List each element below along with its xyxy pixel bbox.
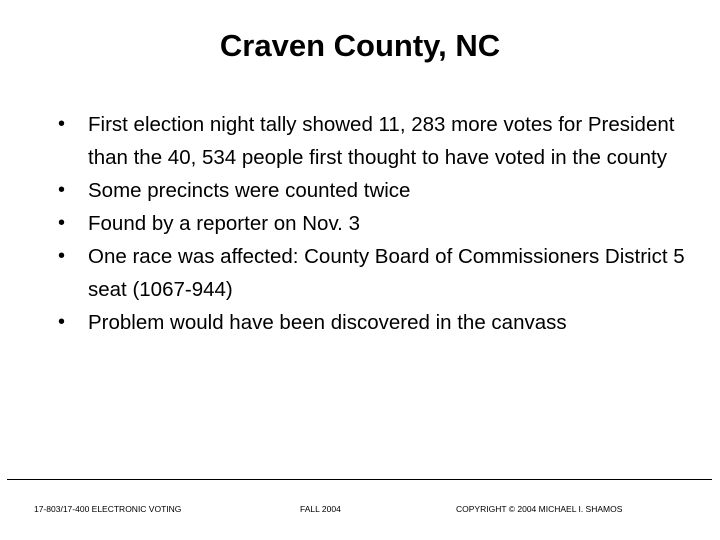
bullet-dot-icon: •: [58, 179, 66, 201]
footer-copyright: COPYRIGHT © 2004 MICHAEL I. SHAMOS: [456, 504, 623, 514]
bullet-item: [56, 108, 686, 174]
footer-divider: [7, 479, 712, 480]
bullet-dot-icon: •: [58, 245, 66, 267]
bullet-dot-icon: •: [58, 212, 66, 234]
footer-course: 17-803/17-400 ELECTRONIC VOTING: [34, 504, 182, 514]
bullet-text: First election night tally showed 11, 283 more votes for President than the 40, 534 people first thought to have voted in the county: [88, 113, 675, 169]
bullet-item: [56, 306, 686, 339]
bullet-text: Problem would have been discovered in the canvass: [88, 311, 567, 334]
bullet-item: [56, 207, 686, 240]
footer-term: FALL 2004: [300, 504, 341, 514]
bullet-text: One race was affected: County Board of Commissioners District 5 seat (1067-944): [88, 245, 685, 301]
bullet-item: [56, 240, 686, 306]
bullet-text: Some precincts were counted twice: [88, 179, 411, 202]
bullet-item: [56, 174, 686, 207]
slide-title: Craven County, NC: [219, 28, 501, 63]
bullet-list: [56, 108, 686, 339]
bullet-dot-icon: •: [58, 311, 66, 333]
bullet-text: Found by a reporter on Nov. 3: [88, 212, 360, 235]
bullet-dot-icon: •: [58, 113, 66, 135]
